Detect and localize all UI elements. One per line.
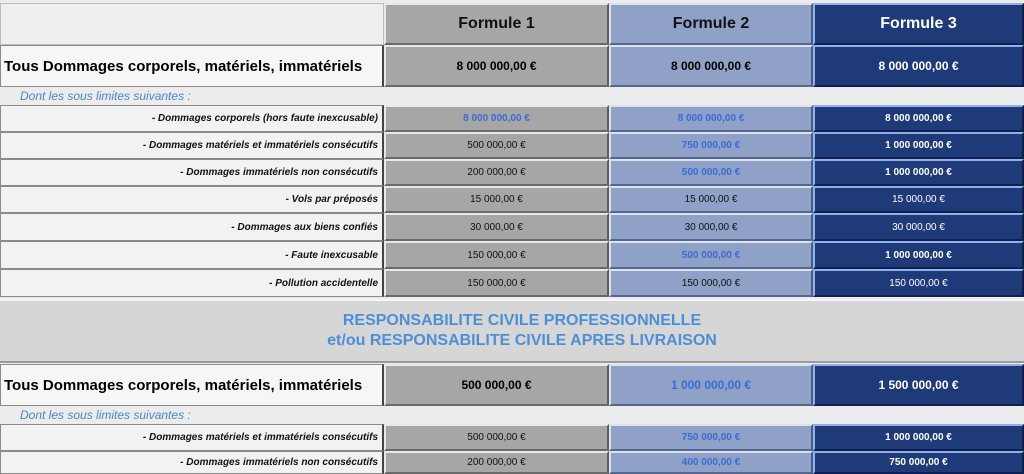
row-value-f3: 30 000,00 €	[813, 213, 1024, 241]
table-row	[0, 105, 1024, 132]
s2-sublimits-note: Dont les sous limites suivantes :	[0, 406, 1024, 424]
row-label: - Dommages immatériels non consécutifs	[0, 451, 384, 474]
header-row	[0, 3, 1024, 45]
s1-sublimits-note: Dont les sous limites suivantes :	[0, 87, 1024, 105]
table-row	[0, 159, 1024, 186]
row-value-f1: 200 000,00 €	[384, 451, 609, 474]
row-value-f2: 30 000,00 €	[609, 213, 813, 241]
row-value-f2: 750 000,00 €	[609, 424, 813, 451]
s1-main-value-f1: 8 000 000,00 €	[384, 45, 609, 87]
row-value-f3: 150 000,00 €	[813, 269, 1024, 297]
row-value-f3: 1 000 000,00 €	[813, 159, 1024, 186]
row-value-f1: 8 000 000,00 €	[384, 105, 609, 132]
row-label: - Dommages aux biens confiés	[0, 213, 384, 241]
row-value-f2: 500 000,00 €	[609, 241, 813, 269]
header-formule-2: Formule 2	[609, 3, 813, 45]
row-value-f1: 200 000,00 €	[384, 159, 609, 186]
row-value-f3: 1 000 000,00 €	[813, 241, 1024, 269]
row-label: - Dommages matériels et immatériels consécutifs	[0, 424, 384, 451]
row-value-f2: 8 000 000,00 €	[609, 105, 813, 132]
header-formule-1: Formule 1	[384, 3, 609, 45]
row-value-f1: 500 000,00 €	[384, 424, 609, 451]
row-value-f2: 750 000,00 €	[609, 132, 813, 159]
s2-main-value-f3: 1 500 000,00 €	[813, 364, 1024, 406]
table-row	[0, 451, 1024, 474]
s1-main-label: Tous Dommages corporels, matériels, immatériels	[0, 45, 384, 87]
row-label: - Pollution accidentelle	[0, 269, 384, 297]
row-value-f2: 15 000,00 €	[609, 186, 813, 213]
table-row	[0, 269, 1024, 297]
s2-main-value-f1: 500 000,00 €	[384, 364, 609, 406]
banner-line-1: RESPONSABILITE CIVILE PROFESSIONNELLE	[342, 312, 702, 329]
s1-main-value-f2: 8 000 000,00 €	[609, 45, 813, 87]
row-value-f1: 150 000,00 €	[384, 269, 609, 297]
row-value-f1: 30 000,00 €	[384, 213, 609, 241]
row-value-f3: 8 000 000,00 €	[813, 105, 1024, 132]
header-blank-cell	[0, 3, 384, 45]
row-value-f1: 150 000,00 €	[384, 241, 609, 269]
row-value-f2: 500 000,00 €	[609, 159, 813, 186]
row-value-f3: 1 000 000,00 €	[813, 132, 1024, 159]
banner-line-2: et/ou RESPONSABILITE CIVILE APRES LIVRAISON	[327, 332, 717, 349]
s1-main-value-f3: 8 000 000,00 €	[813, 45, 1024, 87]
row-label: - Dommages corporels (hors faute inexcusable)	[0, 105, 384, 132]
s2-main-value-f2: 1 000 000,00 €	[609, 364, 813, 406]
table-row	[0, 213, 1024, 241]
header-formule-3: Formule 3	[813, 3, 1024, 45]
table-row	[0, 132, 1024, 159]
table-row	[0, 186, 1024, 213]
row-value-f3: 15 000,00 €	[813, 186, 1024, 213]
row-label: - Dommages immatériels non consécutifs	[0, 159, 384, 186]
row-value-f1: 500 000,00 €	[384, 132, 609, 159]
row-label: - Vols par préposés	[0, 186, 384, 213]
table-row	[0, 424, 1024, 451]
row-value-f2: 400 000,00 €	[609, 451, 813, 474]
row-value-f1: 15 000,00 €	[384, 186, 609, 213]
row-value-f3: 1 000 000,00 €	[813, 424, 1024, 451]
table-row	[0, 241, 1024, 269]
s2-main-row	[0, 364, 1024, 406]
s1-main-row	[0, 45, 1024, 87]
row-label: - Dommages matériels et immatériels consécutifs	[0, 132, 384, 159]
section-banner	[0, 299, 1024, 363]
row-value-f3: 750 000,00 €	[813, 451, 1024, 474]
row-value-f2: 150 000,00 €	[609, 269, 813, 297]
s2-main-label: Tous Dommages corporels, matériels, immatériels	[0, 364, 384, 406]
row-label: - Faute inexcusable	[0, 241, 384, 269]
